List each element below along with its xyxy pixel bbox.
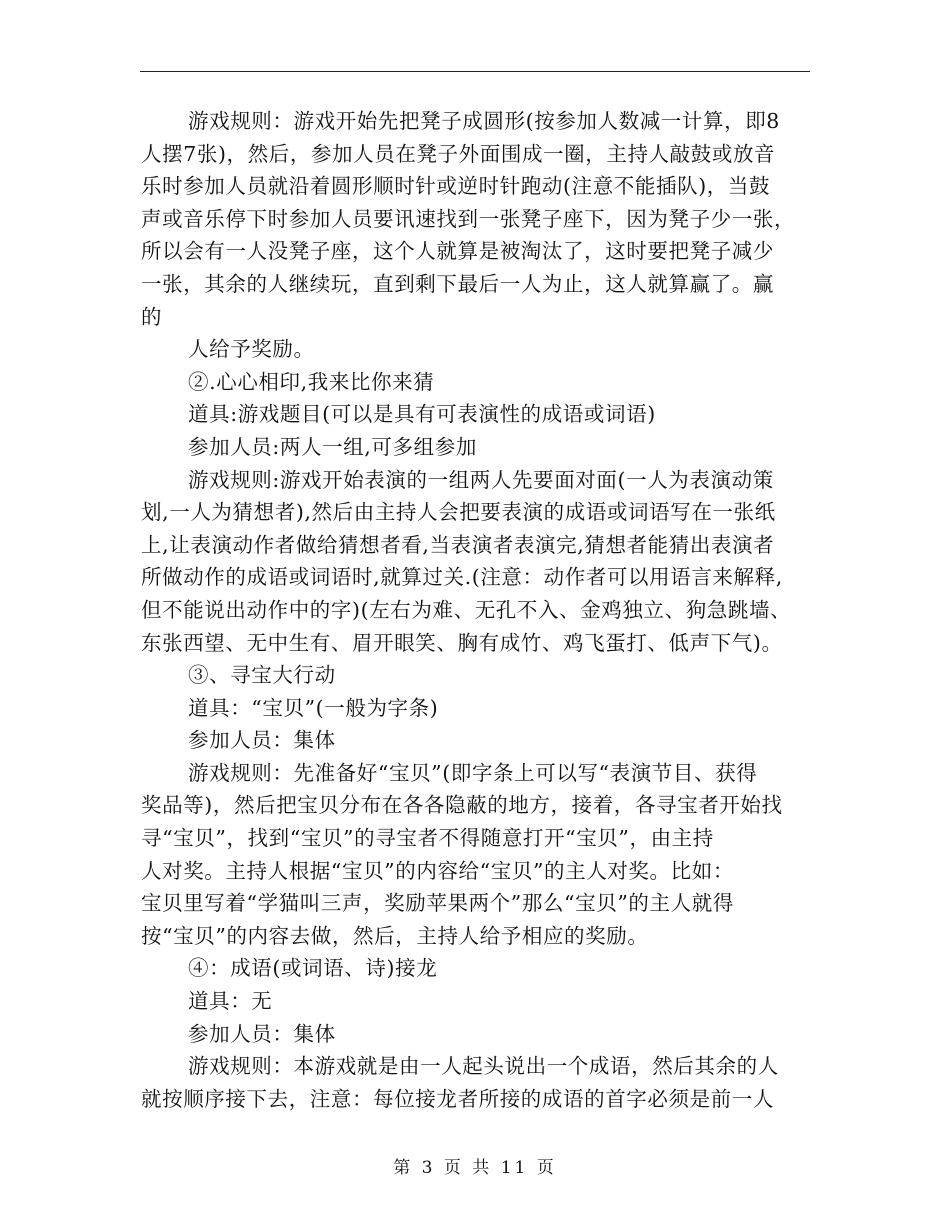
text-line: 乐时参加人员就沿着圆形顺时针或逆时针跑动(注意不能插队)，当鼓 (141, 174, 771, 199)
text-line: 寻“宝贝”，找到“宝贝”的寻宝者不得随意打开“宝贝”，由主持 (141, 826, 714, 851)
text-line: 游戏规则：先准备好“宝贝”(即字条上可以写“表演节目、获得 (188, 760, 758, 785)
text-line: 划,一人为猜想者),然后由主持人会把要表演的成语或词语写在一张纸 (141, 500, 776, 525)
document-body (141, 105, 813, 1115)
text-line: 人摆7张)，然后，参加人员在凳子外面围成一圈，主持人敲鼓或放音 (141, 141, 776, 166)
text-line: 按“宝贝”的内容去做，然后，主持人给予相应的奖励。 (141, 923, 649, 948)
text-line: 但不能说出动作中的字)(左右为难、无孔不入、金鸡独立、狗急跳墙、 (141, 597, 792, 622)
text-line: 的 (141, 304, 163, 329)
text-line: 道具:游戏题目(可以是具有可表演性的成语或词语) (188, 402, 656, 427)
text-line: 参加人员：集体 (188, 728, 336, 753)
text-line: 人对奖。主持人根据“宝贝”的内容给“宝贝”的主人对奖。比如： (141, 858, 734, 883)
text-line: 一张，其余的人继续玩，直到剩下最后一人为止，这人就算赢了。赢 (141, 271, 774, 296)
header-rule (140, 71, 810, 72)
text-line: 奖品等)，然后把宝贝分布在各各隐蔽的地方，接着，各寻宝者开始找 (141, 793, 783, 818)
text-line: ③、寻宝大行动 (188, 663, 336, 688)
text-line: 所以会有一人没凳子座，这个人就算是被淘汰了，这时要把凳子减少 (141, 239, 774, 264)
text-line: 上,让表演动作者做给猜想者看,当表演者表演完,猜想者能猜出表演者 (141, 532, 775, 557)
text-line: 宝贝里写着“学猫叫三声，奖励苹果两个”那么“宝贝”的主人就得 (141, 891, 734, 916)
text-line: 人给予奖励。 (188, 337, 315, 362)
text-line: 游戏规则：本游戏就是由一人起头说出一个成语，然后其余的人 (188, 1054, 779, 1079)
page-footer: 第 3 页 共 11 页 (393, 1158, 557, 1178)
text-line: 道具：无 (188, 989, 273, 1014)
text-line: 参加人员:两人一组,可多组参加 (188, 434, 477, 459)
text-line: ④：成语(或词语、诗)接龙 (188, 956, 438, 981)
text-line: 所做动作的成语或词语时,就算过关.(注意：动作者可以用语言来解释, (141, 565, 783, 590)
text-line: 就按顺序接下去，注意：每位接龙者所接的成语的首字必须是前一人 (141, 1086, 774, 1111)
text-line: 参加人员：集体 (188, 1021, 336, 1046)
text-line: ②.心心相印,我来比你来猜 (188, 369, 435, 394)
text-line: 游戏规则:游戏开始表演的一组两人先要面对面(一人为表演动策 (188, 467, 774, 492)
text-line: 游戏规则：游戏开始先把凳子成圆形(按参加人数减一计算，即8 (188, 109, 780, 133)
text-line: 声或音乐停下时参加人员要讯速找到一张凳子座下，因为凳子少一张， (141, 206, 796, 231)
text-line: 东张西望、无中生有、眉开眼笑、胸有成竹、鸡飞蛋打、低声下气)。 (141, 630, 783, 655)
text-line: 道具：“宝贝”(一般为字条) (188, 695, 439, 720)
